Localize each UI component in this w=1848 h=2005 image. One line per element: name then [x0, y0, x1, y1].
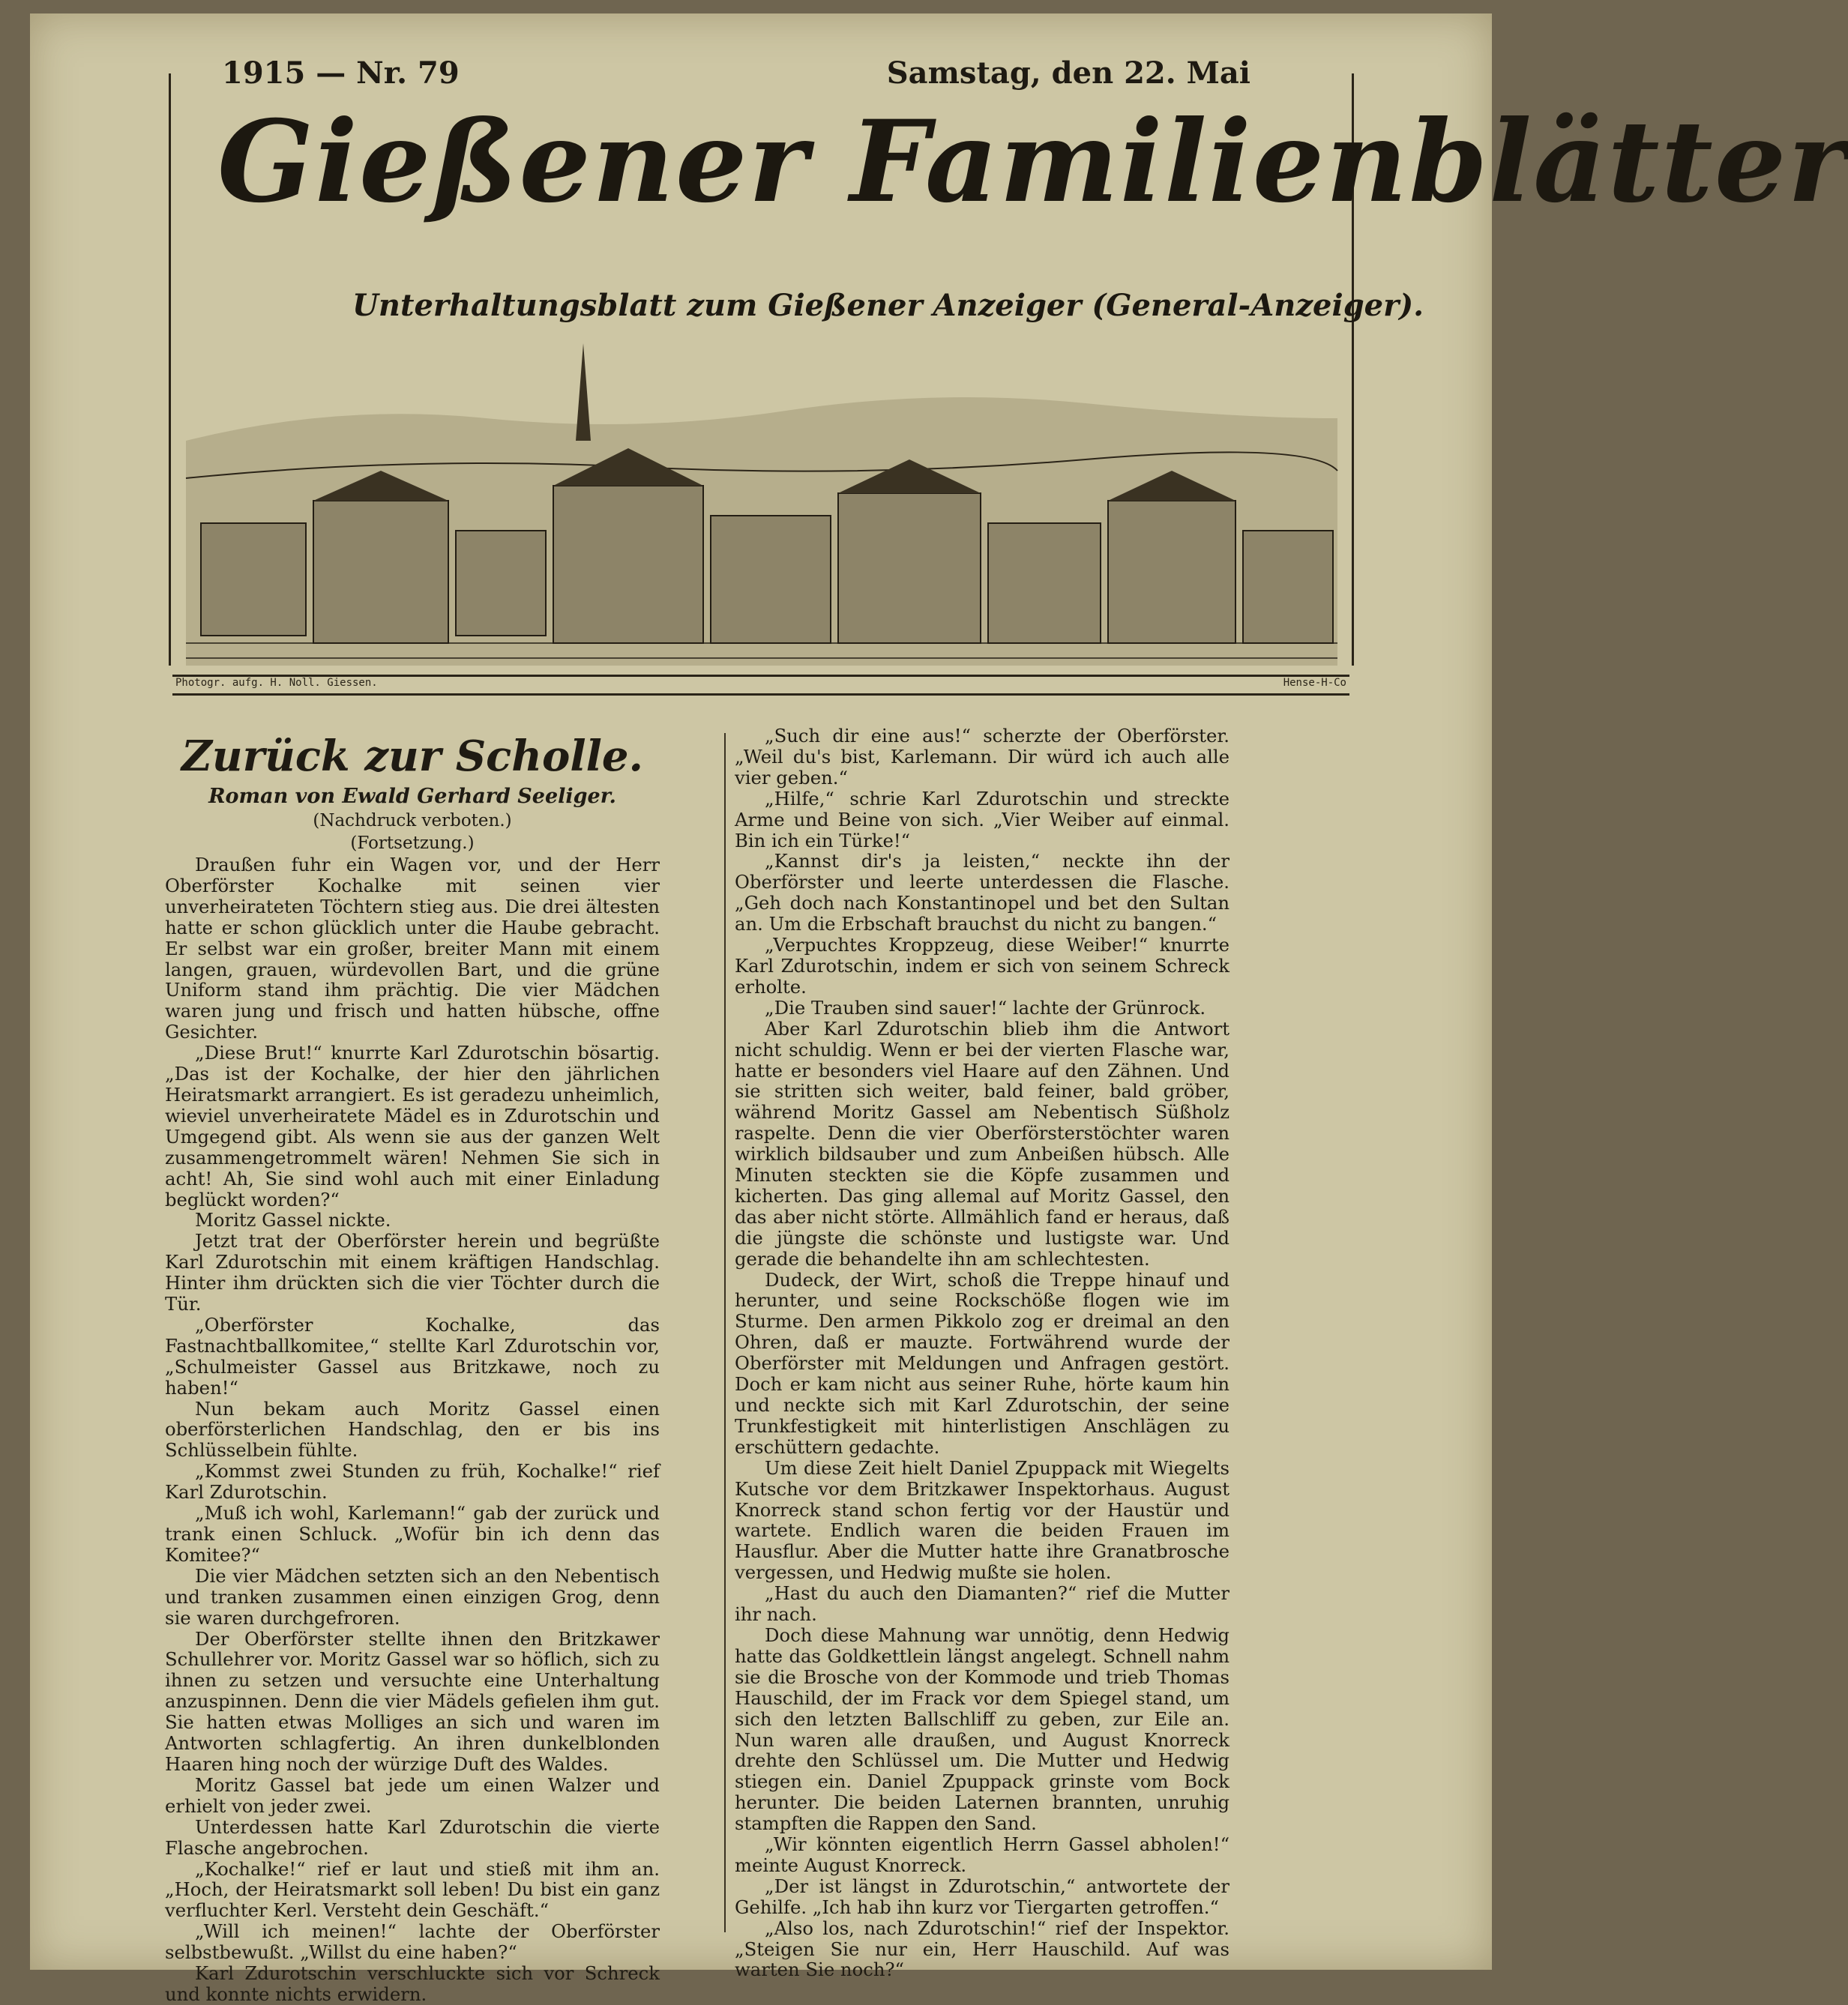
masthead-title: Gießener Familienblätter — [217, 96, 1848, 228]
paragraph: „Kommst zwei Stunden zu früh, Kochalke!“ rief Karl Zdurotschin. — [165, 1460, 660, 1504]
newspaper-page — [30, 13, 1848, 2005]
paragraph: Moritz Gassel bat jede um einen Walzer und erhielt von jeder zwei. — [165, 1773, 660, 1817]
paragraph: „Also los, nach Zdurotschin!“ rief der Inspektor. „Steigen Sie nur ein, Herr Hauschild. Auf was warten Sie noch?“ — [735, 1917, 1230, 1981]
paragraph: „Hast du auch den Diamanten?“ rief die Mutter ihr nach. — [735, 1582, 1230, 1626]
photo-credit: Photogr. aufg. H. Noll. Giessen. — [175, 677, 378, 689]
paragraph: Der Oberförster stellte ihnen den Britzkawer Schullehrer vor. Moritz Gassel war so höflich, sich zu ihnen zu setzen und versuchte eine Unterhaltung anzuspinnen. Denn die vier Mädels gefielen ihm gut. Sie hatten etwas Molliges an sich und waren im Antworten schlagfertig. An ihren dunkelblonden Haaren hing noch der würzige Duft des Waldes. — [165, 1627, 660, 1775]
paragraph: „Wir könnten eigentlich Herrn Gassel abholen!“ meinte August Knorreck. — [735, 1833, 1230, 1876]
paragraph: „Muß ich wohl, Karlemann!“ gab der zurück und trank einen Schluck. „Wofür bin ich denn das Komitee?“ — [165, 1502, 660, 1566]
paragraph: „Kannst dir's ja leisten,“ neckte ihn der Oberförster und leerte unterdessen die Flasche. „Geh doch nach Konstantinopel und bet den Sultan an. Um die Erbschaft brauchst du nicht zu bangen.“ — [735, 850, 1230, 935]
paragraph: Nun bekam auch Moritz Gassel einen oberförsterlichen Handschlag, den er bis ins Schlüsselbein fühlte. — [165, 1397, 660, 1462]
paragraph: Doch diese Mahnung war unnötig, denn Hedwig hatte das Goldkettlein längst angelegt. Schnell nahm sie die Brosche von der Kommode und trieb Thomas Hauschild, der im Frack vor dem Spiegel stand, um sich den letzten Ballschliff zu geben, zur Eile an. Nun waren alle draußen, und August Knorreck drehte den Schlüssel um. Die Mutter und Hedwig stiegen ein. Daniel Zpuppack grinste vom Bock herunter. Die beiden Laternen brannten, unruhig stampften die Rappen den Sand. — [735, 1623, 1230, 1835]
paragraph: „Diese Brut!“ knurrte Karl Zdurotschin bösartig. „Das ist der Kochalke, der hier den jährlichen Heiratsmarkt arrangiert. Es ist geradezu unheimlich, wieviel unverheiratete Mädel es in Zdurotschin und Umgegend gibt. Als wenn sie aus der ganzen Welt zusammengetrommelt wären! Nehmen Sie sich in acht! Ah, Sie sind wohl auch mit einer Einladung beglückt worden?“ — [165, 1042, 660, 1210]
paragraph: „Der ist längst in Zdurotschin,“ antwortete der Gehilfe. „Ich hab ihn kurz vor Tiergarten getroffen.“ — [735, 1875, 1230, 1918]
continuation-note: (Fortsetzung.) — [350, 833, 475, 853]
paragraph: Um diese Zeit hielt Daniel Zpuppack mit Wiegelts Kutsche vor dem Britzkawer Inspektorhaus. August Knorreck stand schon fertig vor der Haustür und wartete. Endlich waren die beiden Frauen im Hausflur. Aber die Mutter hatte ihre Granatbrosche vergessen, und Hedwig mußte sie holen. — [735, 1456, 1230, 1584]
paragraph: „Verpuchtes Kroppzeug, diese Weiber!“ knurrte Karl Zdurotschin, indem er sich von seinem Schreck erholte. — [735, 934, 1230, 998]
paragraph: „Hilfe,“ schrie Karl Zdurotschin und streckte Arme und Beine von sich. „Vier Weiber auf einmal. Bin ich ein Türke!“ — [735, 787, 1230, 851]
paragraph: „Will ich meinen!“ lachte der Oberförster selbstbewußt. „Willst du eine haben?“ — [165, 1920, 660, 1964]
issue-date: Samstag, den 22. Mai — [886, 55, 1250, 91]
paragraph: Die vier Mädchen setzten sich an den Nebentisch und tranken zusammen einen einzigen Grog, denn sie waren durchgefroren. — [165, 1564, 660, 1629]
paragraph: Moritz Gassel nickte. — [195, 1209, 391, 1231]
engraver-credit: Hense-H-Co — [1283, 677, 1346, 689]
paragraph: Aber Karl Zdurotschin blieb ihm die Antwort nicht schuldig. Wenn er bei der vierten Flasche war, hatte er besonders viel Haare auf den Zähnen. Und sie stritten sich weiter, bald feiner, bald gröber, während Moritz Gassel am Nebentisch Süßholz raspelte. Denn die vier Oberförsterstöchter waren wirklich bildsauber und zum Anbeißen hübsch. Alle Minuten steckten sie die Köpfe zusammen und kicherten. Das ging allemal auf Moritz Gassel, den das aber nicht störte. Allmählich fand er heraus, daß die jüngste die schönste und lustigste war. Und gerade die behandelte ihn am schlechtesten. — [735, 1017, 1230, 1270]
illustration-credit-bar — [172, 675, 1349, 696]
paragraph: Draußen fuhr ein Wagen vor, und der Herr Oberförster Kochalke mit seinen vier unverheirateten Töchtern stieg aus. Die drei ältesten hatte er schon glücklich unter die Haube gebracht. Er selbst war ein großer, breiter Mann mit einem langen, grauen, würdevollen Bart, und die grüne Uniform stand ihm prächtig. Die vier Mädchen waren jung und frisch und hatten hübsche, offne Gesichter. — [165, 854, 660, 1043]
paragraph: Jetzt trat der Oberförster herein und begrüßte Karl Zdurotschin mit einem kräftigen Handschlag. Hinter ihm drückten sich die vier Töchter durch die Tür. — [165, 1230, 660, 1315]
column-right — [735, 726, 1230, 1980]
story-title: Zurück zur Scholle. — [181, 732, 643, 781]
paragraph: Unterdessen hatte Karl Zdurotschin die vierte Flasche angebrochen. — [165, 1815, 660, 1859]
paragraph: „Die Trauben sind sauer!“ lachte der Grünrock. — [765, 996, 1206, 1019]
issue-number: 1915 — Nr. 79 — [222, 55, 460, 91]
paragraph: Karl Zdurotschin verschluckte sich vor Schreck und konnte nichts erwidern. — [165, 1962, 660, 2005]
reprint-note: (Nachdruck verboten.) — [313, 811, 512, 830]
column-divider — [724, 733, 726, 1932]
story-byline: Roman von Ewald Gerhard Seeliger. — [208, 785, 616, 808]
paragraph: „Such dir eine aus!“ scherzte der Oberförster. „Weil du's bist, Karlemann. Dir würd ich auch alle vier geben.“ — [735, 725, 1230, 789]
paragraph: „Kochalke!“ rief er laut und stieß mit ihm an. „Hoch, der Heiratsmarkt soll leben! Du bist ein ganz verfluchter Kerl. Versteht dein Geschäft.“ — [165, 1857, 660, 1922]
paragraph: Dudeck, der Wirt, schoß die Treppe hinauf und herunter, und seine Rockschöße flogen wie im Sturme. Den armen Pikkolo zog er dreimal an den Ohren, daß er mauzte. Fortwährend wurde der Oberförster mit Meldungen und Anfragen gestört. Doch er kam nicht aus seiner Ruhe, hörte kaum hin und neckte sich mit Karl Zdurotschin, der seine Trunkfestigkeit mit hinterlistigen Anschlägen zu erschüttern gedachte. — [735, 1268, 1230, 1458]
paragraph: „Oberförster Kochalke, das Fastnachtballkomitee,“ stellte Karl Zdurotschin vor, „Schulmeister Gassel aus Britzkawe, noch zu haben!“ — [165, 1313, 660, 1399]
masthead-subtitle: Unterhaltungsblatt zum Gießener Anzeiger (General-Anzeiger). — [352, 288, 1424, 323]
column-left — [165, 724, 660, 2005]
city-illustration — [186, 328, 1337, 666]
